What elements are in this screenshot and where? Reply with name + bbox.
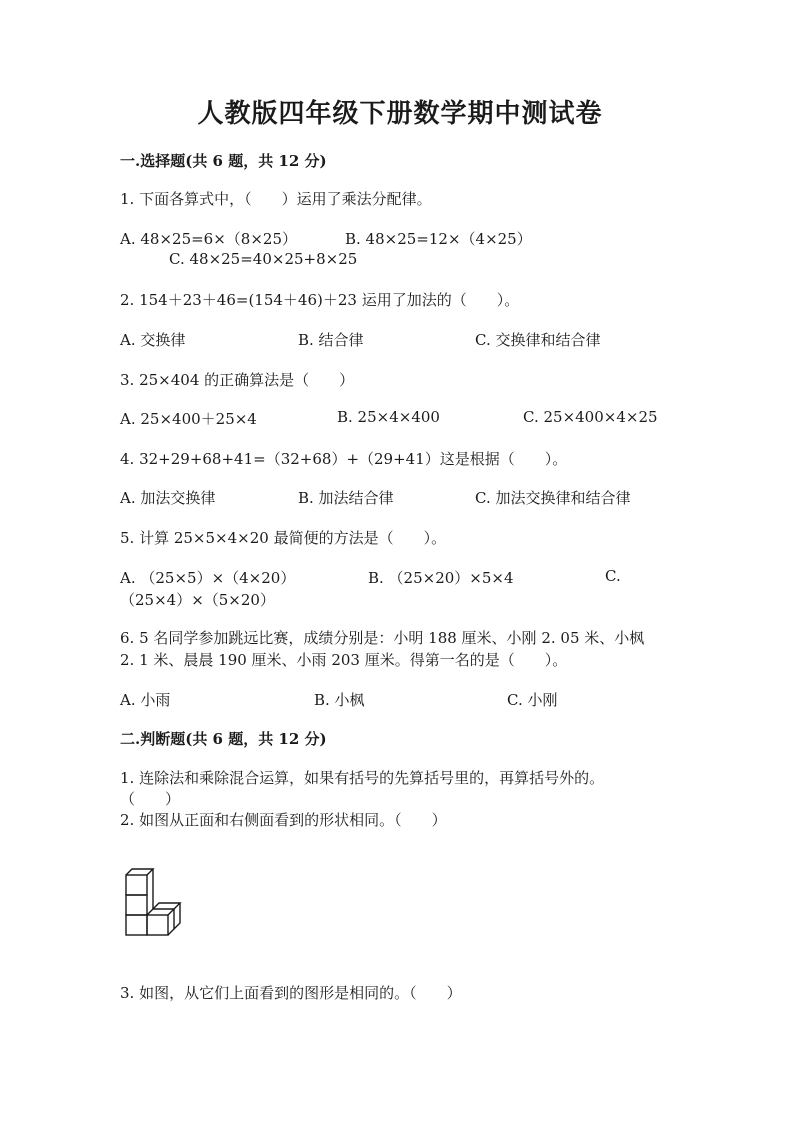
section-heading-choice: 一.选择题(共 6 题，共 12 分) <box>120 152 327 170</box>
question-stem: 5. 计算 25×5×4×20 最简便的方法是（ ）。 <box>120 529 447 547</box>
cube-stack-figure <box>120 860 190 940</box>
option-b: B. 小枫 <box>314 691 365 709</box>
option-c-label: C. <box>605 567 621 585</box>
option-c: C. 交换律和结合律 <box>475 331 601 349</box>
option-c: C. 48×25=40×25+8×25 <box>169 250 358 268</box>
option-b: B. 结合律 <box>298 331 364 349</box>
option-c: C. 小刚 <box>507 691 558 709</box>
question-stem: 6. 5 名同学参加跳远比赛，成绩分别是：小明 188 厘米、小刚 2. 05 米、小枫 <box>120 629 645 647</box>
question-stem: 3. 25×404 的正确算法是（ ） <box>120 371 355 389</box>
option-b: B. 25×4×400 <box>337 408 440 426</box>
option-c: （25×4）×（5×20） <box>120 591 275 609</box>
option-c: C. 25×400×4×25 <box>523 408 658 426</box>
option-a: A. 交换律 <box>120 331 186 349</box>
section-heading-judgement: 二.判断题(共 6 题，共 12 分) <box>120 730 327 748</box>
option-a: A. 加法交换律 <box>120 489 216 507</box>
question-stem: 3. 如图，从它们上面看到的图形是相同的。（ ） <box>120 984 462 1002</box>
option-b: B. 48×25=12×（4×25） <box>345 230 532 248</box>
option-a: A. （25×5）×（4×20） <box>120 569 296 587</box>
option-a: A. 小雨 <box>120 691 171 709</box>
question-stem: 1. 连除法和乘除混合运算，如果有括号的先算括号里的，再算括号外的。 <box>120 769 605 787</box>
option-a: A. 48×25=6×（8×25） <box>120 230 297 248</box>
option-a: A. 25×400＋25×4 <box>120 410 257 428</box>
question-stem: 2. 如图从正面和右侧面看到的形状相同。（ ） <box>120 811 447 829</box>
option-b: B. （25×20）×5×4 <box>368 569 514 587</box>
question-stem: 4. 32+29+68+41=（32+68）+（29+41）这是根据（ ）。 <box>120 450 568 468</box>
option-b: B. 加法结合律 <box>298 489 394 507</box>
question-stem: 2. 154＋23＋46=(154＋46)＋23 运用了加法的（ ）。 <box>120 291 520 309</box>
option-c: C. 加法交换律和结合律 <box>475 489 631 507</box>
page-title: 人教版四年级下册数学期中测试卷 <box>197 99 603 129</box>
answer-bracket: （ ） <box>120 790 181 808</box>
question-stem-continued: 2. 1 米、晨晨 190 厘米、小雨 203 厘米。得第一名的是（ ）。 <box>120 651 568 669</box>
question-stem: 1. 下面各算式中，（ ）运用了乘法分配律。 <box>120 190 432 208</box>
